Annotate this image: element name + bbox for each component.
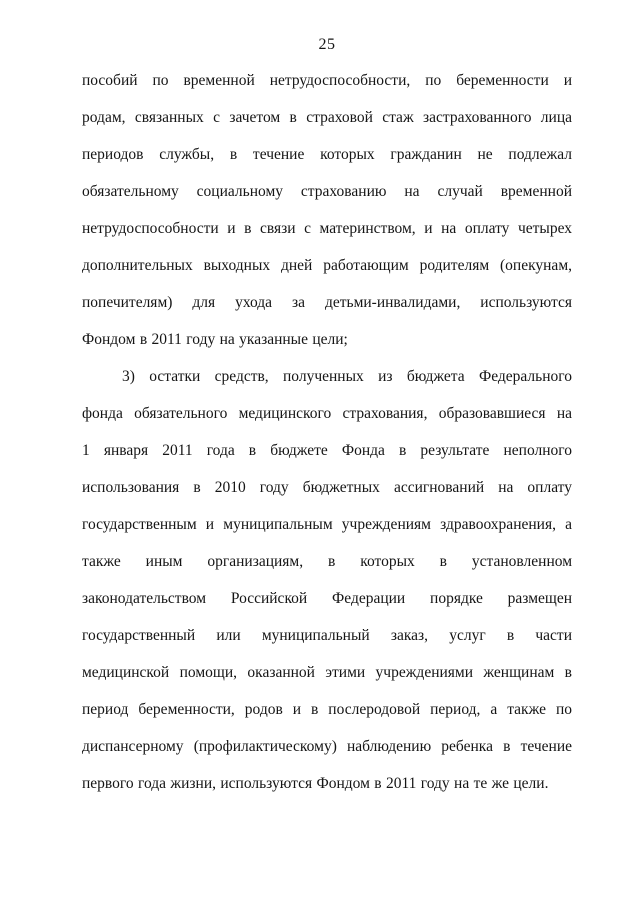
text-line: пособий по временной нетрудоспособности, по беременности и [82, 72, 572, 89]
text-line: медицинской помощи, оказанной этими учреждениями женщинам в [82, 664, 572, 681]
text-line: государственный или муниципальный заказ, услуг в части [82, 627, 572, 644]
text-line: период беременности, родов и в послеродовой период, а также по [82, 701, 572, 718]
text-line: также иным организациям, в которых в установленном [82, 553, 572, 570]
text-line: фонда обязательного медицинского страхования, образовавшиеся на [82, 405, 572, 422]
text-line: законодательством Российской Федерации порядке размещен [82, 590, 572, 607]
paragraph-item-3 [82, 358, 572, 802]
text-line: обязательному социальному страхованию на случай временной [82, 183, 572, 200]
text-line: диспансерному (профилактическому) наблюдению ребенка в течение [82, 738, 572, 755]
document-body [82, 62, 572, 802]
text-line: 3) остатки средств, полученных из бюджета Федерального [122, 368, 572, 385]
text-line: первого года жизни, используются Фондом в 2011 году на те же цели. [82, 775, 549, 792]
text-line: использования в 2010 году бюджетных ассигнований на оплату [82, 479, 572, 496]
paragraph-benefits [82, 62, 572, 358]
text-line: периодов службы, в течение которых гражданин не подлежал [82, 146, 572, 163]
text-line: государственным и муниципальным учреждениям здравоохранения, а [82, 516, 572, 533]
text-line: родам, связанных с зачетом в страховой стаж застрахованного лица [82, 109, 572, 126]
text-line: Фондом в 2011 году на указанные цели; [82, 331, 348, 348]
page-number: 25 [318, 36, 336, 53]
text-line: 1 января 2011 года в бюджете Фонда в результате неполного [82, 442, 572, 459]
text-line: дополнительных выходных дней работающим родителям (опекунам, [82, 257, 572, 274]
text-line: попечителям) для ухода за детьми-инвалидами, используются [82, 294, 572, 311]
text-line: нетрудоспособности и в связи с материнством, и на оплату четырех [82, 220, 572, 237]
